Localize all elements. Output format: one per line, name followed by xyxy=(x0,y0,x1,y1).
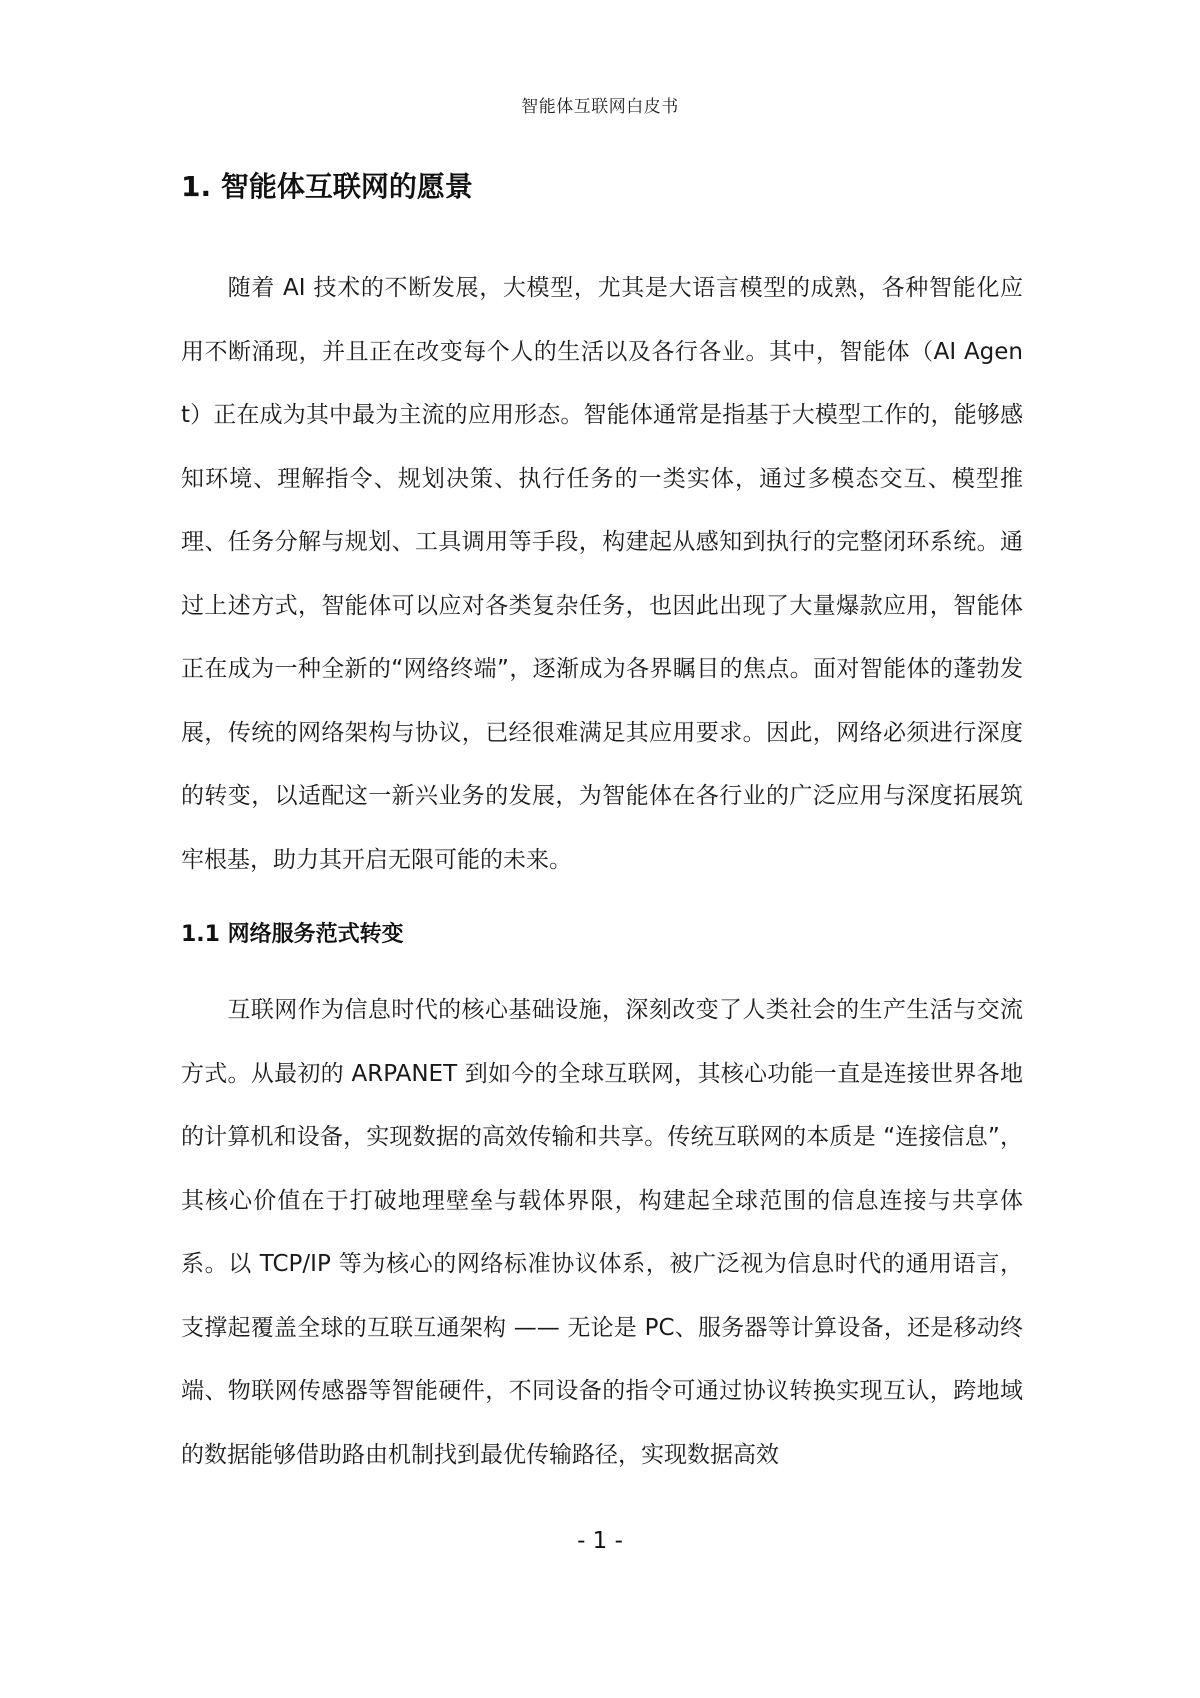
subsection-paragraph-text: 互联网作为信息时代的核心基础设施，深刻改变了人类社会的生产生活与交流方式。从最初的 ARPANET 到如今的全球互联网，其核心功能一直是连接世界各地的计算机和设备，实现数据的高效传输和共享。传统互联网的本质是 “连接信息”，其核心价值在于打破地理壁垒与载体界限，构建起全球范围的信息连接与共享体系。以 TCP/IP 等为核心的网络标准协议体系，被广泛视为信息时代的通用语言，支撑起覆盖全球的互联互通架构 —— 无论是 PC、服务器等计算设备，还是移动终端、物联网传感器等智能硬件，不同设备的指令可通过协议转换实现互认，跨地域的数据能够借助路由机制找到最优传输路径，实现数据高效 xyxy=(181,997,1023,1468)
page-number: - 1 - xyxy=(577,1528,623,1554)
section-paragraph-text: 随着 AI 技术的不断发展，大模型，尤其是大语言模型的成熟，各种智能化应用不断涌现，并且正在改变每个人的生活以及各行各业。其中，智能体（AI Agent）正在成为其中最为主流的应用形态。智能体通常是指基于大模型工作的，能够感知环境、理解指令、规划决策、执行任务的一类实体，通过多模态交互、模型推理、任务分解与规划、工具调用等手段，构建起从感知到执行的完整闭环系统。通过上述方式，智能体可以应对各类复杂任务，也因此出现了大量爆款应用，智能体正在成为一种全新的“网络终端”，逐渐成为各界瞩目的焦点。面对智能体的蓬勃发展，传统的网络架构与协议，已经很难满足其应用要求。因此，网络必须进行深度的转变，以适配这一新兴业务的发展，为智能体在各行业的广泛应用与深度拓展筑牢根基，助力其开启无限可能的未来。 xyxy=(181,275,1023,873)
subsection-heading: 1.1 网络服务范式转变 xyxy=(181,922,404,947)
section-paragraph xyxy=(181,257,1023,892)
running-header-title: 智能体互联网白皮书 xyxy=(521,97,679,117)
subsection-paragraph xyxy=(181,979,1023,1487)
section-heading: 1. 智能体互联网的愿景 xyxy=(181,170,473,203)
